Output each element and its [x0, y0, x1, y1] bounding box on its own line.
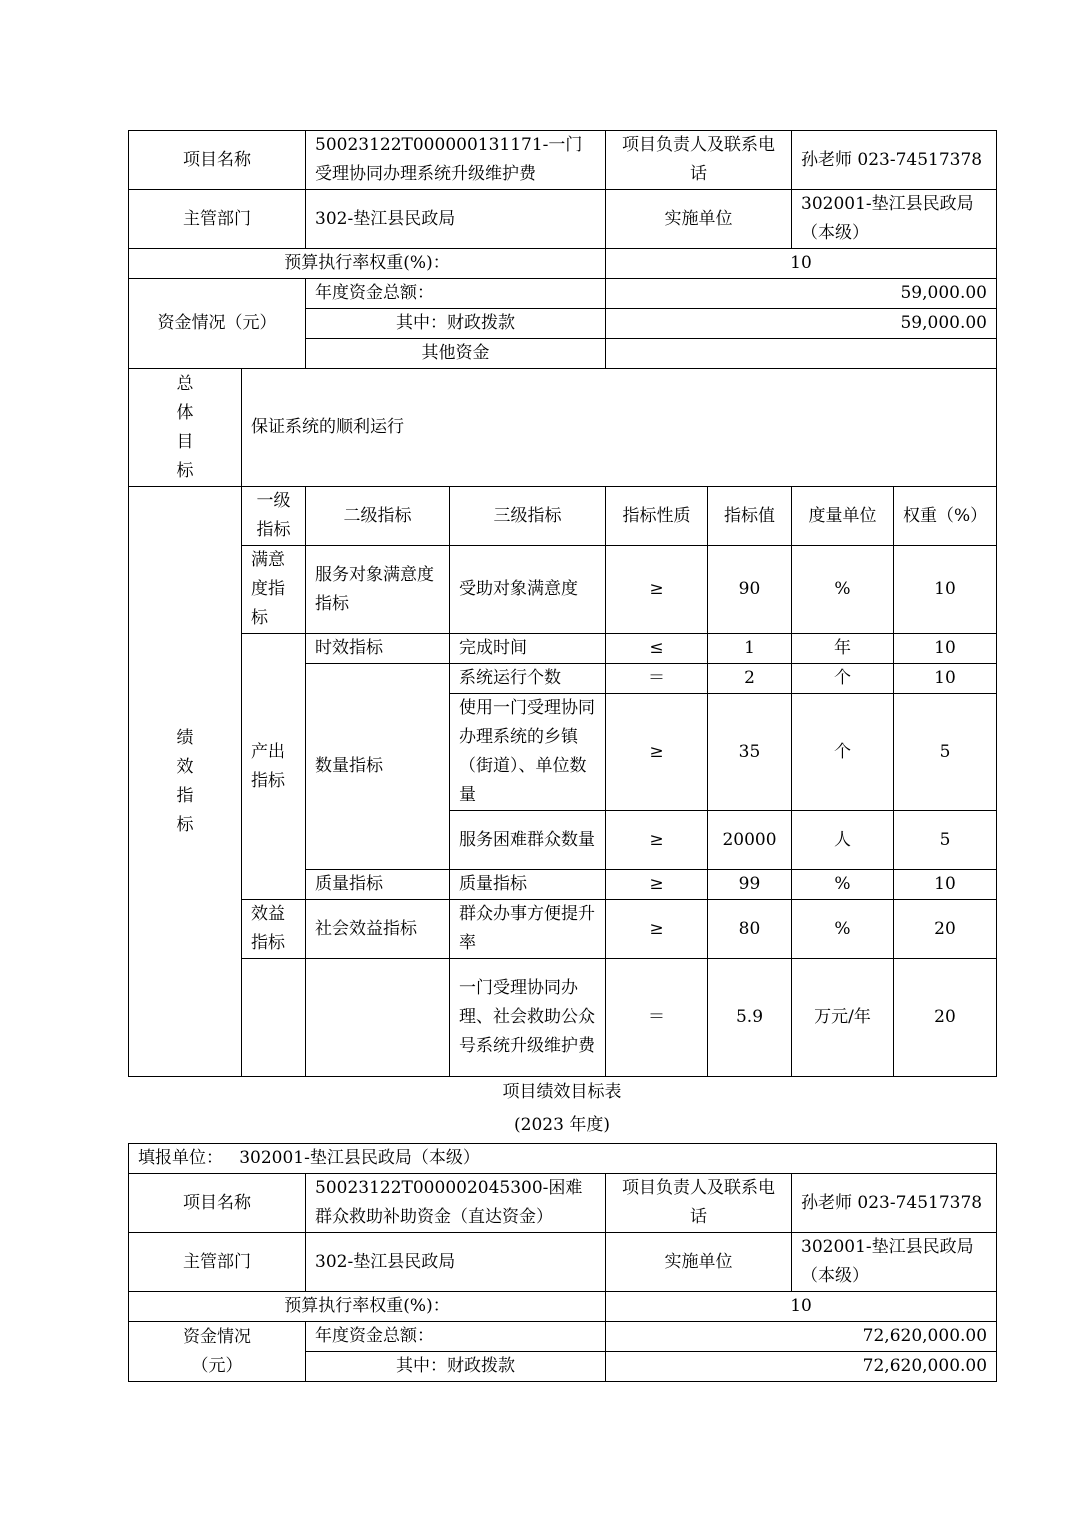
table-row-weight: 10 — [894, 634, 997, 664]
table-row-op: ≤ — [606, 634, 708, 664]
dept-value: 302-垫江县民政局 — [306, 190, 606, 249]
table-row-val: 35 — [708, 694, 792, 811]
table-row-op: ≥ — [606, 694, 708, 811]
fund-label: 资金情况（元） — [129, 1322, 306, 1382]
table-row-unit: 年 — [792, 634, 894, 664]
table-row-l2: 质量指标 — [306, 870, 450, 900]
project-name-label: 项目名称 — [129, 1174, 306, 1233]
fiscal-value: 59,000.00 — [606, 309, 997, 339]
header-l3: 三级指标 — [450, 487, 606, 546]
perf-label: 绩效指标 — [129, 487, 242, 1077]
table-row-unit: % — [792, 546, 894, 634]
goal-label: 总体目标 — [129, 369, 242, 487]
filing-unit-label: 填报单位： — [138, 1148, 223, 1168]
table-row-weight: 5 — [894, 694, 997, 811]
contact-label: 项目负责人及联系电话 — [606, 131, 792, 190]
other-label: 其他资金 — [306, 339, 606, 369]
header-value: 指标值 — [708, 487, 792, 546]
group-satisfaction: 满意度指标 — [242, 546, 306, 634]
impl-label: 实施单位 — [606, 1233, 792, 1292]
table-row-op: ＝ — [606, 664, 708, 694]
table-row-weight: 20 — [894, 900, 997, 959]
table-row-val: 5.9 — [708, 959, 792, 1077]
table-title: 项目绩效目标表 — [502, 1082, 622, 1102]
group-benefit: 效益指标 — [242, 900, 306, 959]
table-row-unit: 个 — [792, 664, 894, 694]
table-row-val: 2 — [708, 664, 792, 694]
project-name-label: 项目名称 — [129, 131, 306, 190]
table-row-unit: 个 — [792, 694, 894, 811]
annual-total-value: 59,000.00 — [606, 279, 997, 309]
header-l2: 二级指标 — [306, 487, 450, 546]
project-name-value: 50023122T000002045300-困难群众救助补助资金（直达资金） — [306, 1174, 606, 1233]
fiscal-label: 其中：财政拨款 — [306, 1352, 606, 1382]
table-row-op: ≥ — [606, 811, 708, 870]
table-row-op: ＝ — [606, 959, 708, 1077]
table-row-l2: 服务对象满意度指标 — [306, 546, 450, 634]
table-row-val: 99 — [708, 870, 792, 900]
annual-total-label: 年度资金总额： — [306, 1322, 606, 1352]
budget-weight-label: 预算执行率权重(%)： — [129, 1292, 606, 1322]
contact-value: 孙老师 023-74517378 — [792, 1174, 997, 1233]
table-row-weight: 10 — [894, 870, 997, 900]
table-row-l3: 质量指标 — [450, 870, 606, 900]
table-year: (2023 年度) — [514, 1115, 610, 1135]
filing-unit — [129, 1144, 997, 1174]
header-weight: 权重（%） — [894, 487, 997, 546]
table-row-val: 20000 — [708, 811, 792, 870]
table-row-val: 80 — [708, 900, 792, 959]
table-row-l2 — [306, 959, 450, 1077]
table-row-weight: 10 — [894, 664, 997, 694]
table-row-l2: 时效指标 — [306, 634, 450, 664]
table-row-l3: 一门受理协同办理、社会救助公众号系统升级维护费 — [450, 959, 606, 1077]
table-row-weight: 5 — [894, 811, 997, 870]
dept-label: 主管部门 — [129, 1233, 306, 1292]
table-row-unit: 人 — [792, 811, 894, 870]
contact-label: 项目负责人及联系电话 — [606, 1174, 792, 1233]
table-row-l3: 受助对象满意度 — [450, 546, 606, 634]
table-row-val: 1 — [708, 634, 792, 664]
fiscal-label: 其中：财政拨款 — [306, 309, 606, 339]
header-nature: 指标性质 — [606, 487, 708, 546]
header-unit: 度量单位 — [792, 487, 894, 546]
budget-weight-value: 10 — [606, 249, 997, 279]
table-row-weight: 20 — [894, 959, 997, 1077]
table-row-l2: 社会效益指标 — [306, 900, 450, 959]
table-row-op: ≥ — [606, 900, 708, 959]
table-row-l3: 服务困难群众数量 — [450, 811, 606, 870]
annual-total-label: 年度资金总额： — [306, 279, 606, 309]
table-row-l3: 系统运行个数 — [450, 664, 606, 694]
table-row-unit: 万元/年 — [792, 959, 894, 1077]
impl-value: 302001-垫江县民政局（本级） — [792, 1233, 997, 1292]
table-row-op: ≥ — [606, 870, 708, 900]
header-l1: 一级指标 — [242, 487, 306, 546]
performance-table-2 — [128, 1143, 997, 1382]
annual-total-value: 72,620,000.00 — [606, 1322, 997, 1352]
other-value — [606, 339, 997, 369]
table-row-l1-empty — [242, 959, 306, 1077]
filing-unit-value: 302001-垫江县民政局（本级） — [239, 1148, 480, 1168]
contact-value: 孙老师 023-74517378 — [792, 131, 997, 190]
project-name-value: 50023122T000000131171-一门受理协同办理系统升级维护费 — [306, 131, 606, 190]
budget-weight-label: 预算执行率权重(%)： — [129, 249, 606, 279]
table-row-op: ≥ — [606, 546, 708, 634]
fiscal-value: 72,620,000.00 — [606, 1352, 997, 1382]
goal-value: 保证系统的顺利运行 — [242, 369, 997, 487]
dept-value: 302-垫江县民政局 — [306, 1233, 606, 1292]
table-row-l3: 使用一门受理协同办理系统的乡镇（街道）、单位数量 — [450, 694, 606, 811]
table-row-unit: % — [792, 870, 894, 900]
fund-label: 资金情况（元） — [129, 279, 306, 369]
performance-table-1 — [128, 130, 997, 1077]
dept-label: 主管部门 — [129, 190, 306, 249]
table-row-l2: 数量指标 — [306, 664, 450, 870]
table-row-weight: 10 — [894, 546, 997, 634]
table-row-unit: % — [792, 900, 894, 959]
impl-value: 302001-垫江县民政局（本级） — [792, 190, 997, 249]
impl-label: 实施单位 — [606, 190, 792, 249]
budget-weight-value: 10 — [606, 1292, 997, 1322]
table-row-l3: 群众办事方便提升率 — [450, 900, 606, 959]
table-row-val: 90 — [708, 546, 792, 634]
group-output: 产出指标 — [242, 634, 306, 900]
table-row-l3: 完成时间 — [450, 634, 606, 664]
